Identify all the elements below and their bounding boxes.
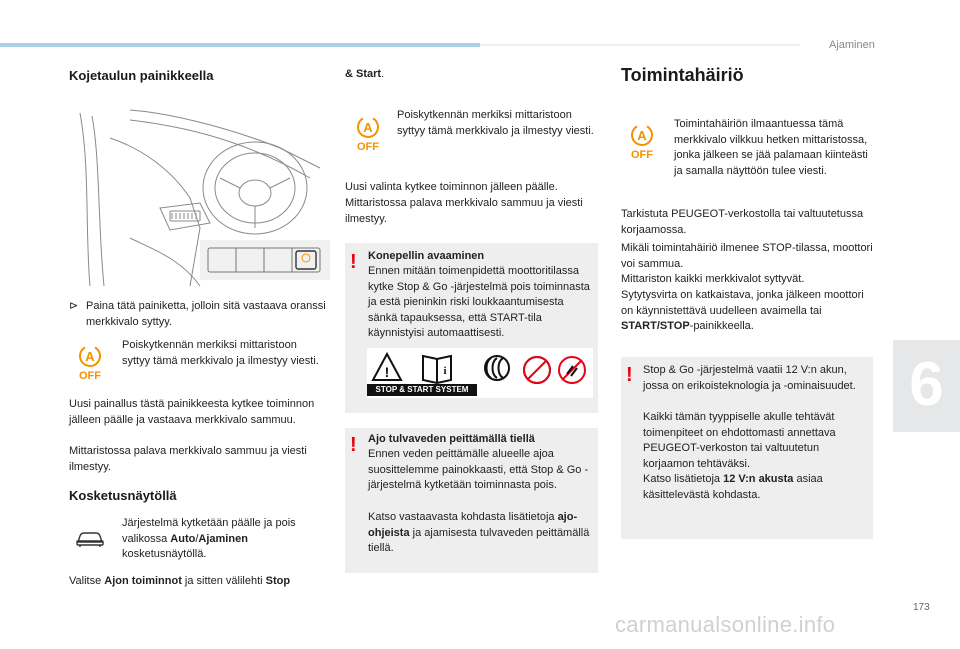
check-text: Tarkistuta PEUGEOT-verkostolla tai valtuutetussa korjaamossa. [621,208,864,236]
battery-text-3: Katso lisätietoja 12 V:n akusta asiaa käsittelevästä kohdasta. [643,473,823,501]
step-press-text: Paina tätä painiketta, jolloin sitä vastaava oranssi merkkivalo syttyy. [86,300,326,328]
warning-icon-3: ! [626,364,633,386]
stop-start-malfunction-icon [627,122,657,160]
stop-mode-text-1: Mikäli toimintahäiriö ilmenee STOP-tilassa, moottori voi sammua. [621,242,873,270]
header-bar [0,43,480,47]
car-icon [75,530,105,548]
flood-title: Ajo tulvaveden peittämällä tiellä [368,433,535,445]
heading-touchscreen: Kosketusnäytöllä [69,488,177,503]
page-number: 173 [913,602,930,613]
step-bullet-icon: ⊳ [69,300,79,312]
warning-icon-2: ! [350,434,357,456]
svg-text:A: A [363,120,373,135]
watermark-text: carmanualsonline.info [615,612,836,637]
warning-icon: ! [350,251,357,273]
stop-mode-text-3: Sytytysvirta on katkaistava, jonka jälkeen moottori on käynnistettävä uudelleen avaimella tai START/STOP-painikkeella. [621,289,864,332]
renew-text-1: Uusi valinta kytkee toiminnon jälleen päälle. [345,181,558,193]
battery-text-2: Kaikki tämän tyyppiselle akulle tehtävät toimenpiteet on ehdottomasti annettava PEUGEOT-verkoston tai valtuutetun korjaamon tehtäväksi. [643,411,836,470]
battery-text-1: Stop & Go -järjestelmä vaatii 12 V:n akun, jossa on erikoisteknologia ja -ominaisuudet. [643,364,856,392]
svg-text:OFF: OFF [631,149,653,160]
svg-text:i: i [443,365,447,377]
bonnet-title: Konepellin avaaminen [368,250,485,262]
heading-dashboard: Kojetaulun painikkeella [69,68,214,83]
malfunction-note: Toimintahäiriön ilmaantuessa tämä merkkivalo vilkkuu hetken mittaristossa, jonka jälkeen se jää palamaan kiinteästi ja samalla näyttöön tulee viesti. [674,118,868,177]
svg-text:A: A [85,349,95,364]
svg-text:OFF: OFF [79,370,101,381]
bonnet-text: Ennen mitään toimenpidettä moottoritilassa kytke Stop & Go -järjestelmä pois toiminnasta ja estä pieninkin riski loukkaantumisesta sänkä tapauksessa, että START-tila käynnistyisi automaattisesti. [368,265,590,339]
off-note-2: Poiskytkennän merkiksi mittaristoon syttyy tämä merkkivalo ja ilmestyy viesti. [397,109,594,137]
label-text: STOP & START SYSTEM [367,384,477,396]
button-panel-drawing [200,240,330,280]
off-note-1: Poiskytkennän merkiksi mittaristoon syttyy tämä merkkivalo ja ilmestyy viesti. [122,339,319,367]
svg-text:!: ! [384,364,390,380]
flood-text-1: Ennen veden peittämälle alueelle ajoa suosittelemme painokkaasti, että Stop & Go -järjestelmä kytketään toiminnasta pois. [368,448,589,491]
renew-text-2: Mittaristossa palava merkkivalo sammuu ja viesti ilmestyy. [345,197,583,225]
section-label: Ajaminen [829,39,875,51]
stop-start-off-icon-2 [353,114,383,152]
heading-malfunction: Toimintahäiriö [621,65,744,85]
flood-text-2: Katso vastaavasta kohdasta lisätietoja ajo-ohjeista ja ajamisesta tulvaveden peittämällä tiellä. [368,511,590,554]
stop-start-off-icon [75,343,105,381]
renewed-press-text-2: Mittaristossa palava merkkivalo sammuu ja viesti ilmestyy. [69,445,307,473]
stop-mode-text-2: Mittariston kaikki merkkivalot syttyvät. [621,273,805,285]
select-text: Valitse Ajon toiminnot ja sitten välilehti Stop [69,575,291,587]
header-bar-light [480,44,800,46]
renewed-press-text: Uusi painallus tästä painikkeesta kytkee toiminnon jälleen päälle ja vastaava merkkivalo sammuu. [69,398,315,426]
touchscreen-text: Järjestelmä kytketään päälle ja pois valikossa Auto/Ajaminen kosketusnäytöllä. [122,517,296,560]
continued-text: & Start. [345,68,385,80]
svg-text:A: A [637,128,647,143]
chapter-number: 6 [909,350,944,419]
svg-text:OFF: OFF [357,141,379,152]
